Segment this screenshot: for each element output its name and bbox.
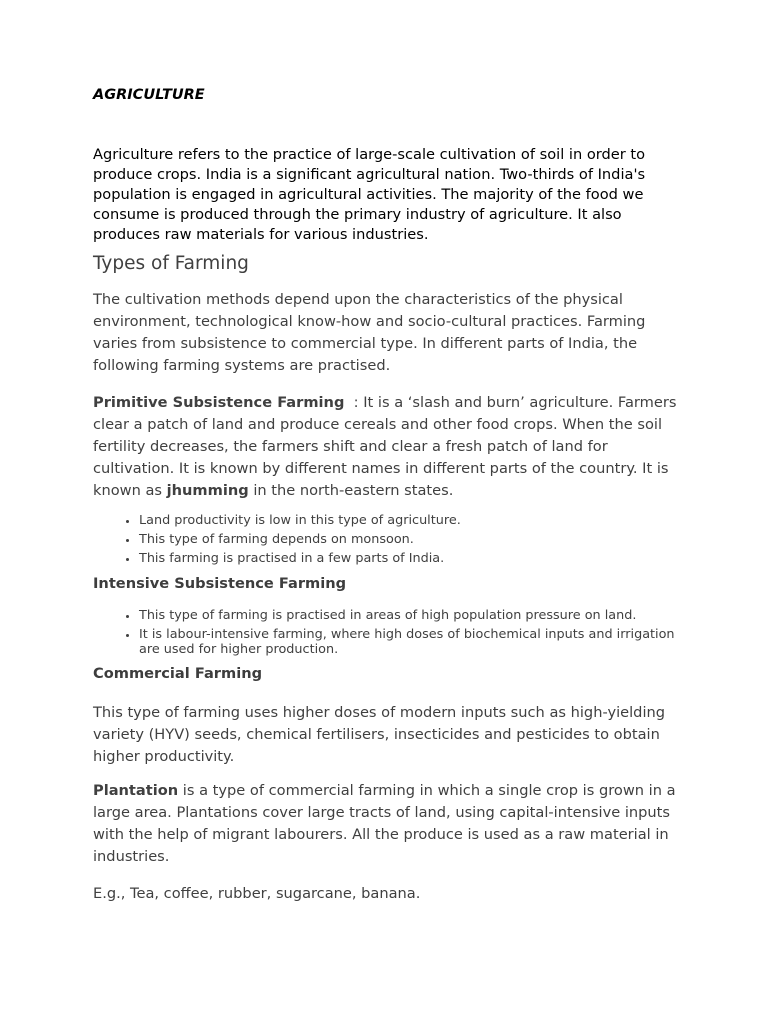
primitive-farming-list (93, 513, 699, 571)
examples-line: E.g., Tea, coffee, rubber, sugarcane, banana. (93, 885, 421, 902)
primitive-farming-paragraph (93, 392, 683, 502)
list-item: • This type of farming is practised in areas of high population pressure on land. (139, 608, 699, 623)
types-paragraph: The cultivation methods depend upon the characteristics of the physical environment, technological know-how and socio-cultural practices. Farming varies from subsistence to commercial type. In different parts of India, the following farming systems are practised. (93, 291, 646, 374)
list-item: • It is labour-intensive farming, where high doses of biochemical inputs and irrigation are used for higher production. (139, 627, 699, 657)
types-of-farming-heading: Types of Farming (93, 253, 249, 274)
list-item: • Land productivity is low in this type of agriculture. (139, 513, 699, 528)
commercial-farming-heading: Commercial Farming (93, 665, 263, 682)
list-item: • This farming is practised in a few parts of India. (139, 551, 699, 566)
primitive-farming-term: Primitive Subsistence Farming (93, 394, 345, 411)
intensive-farming-list (93, 608, 699, 661)
jhumming-term: jhumming (166, 482, 249, 499)
primitive-farming-text-end: in the north-eastern states. (248, 482, 454, 499)
plantation-paragraph (93, 780, 683, 868)
primitive-farming-text: : It is a ‘slash and burn’ agriculture. Farmers clear a patch of land and produce cereals and other food crops. When the soil fertility decreases, the farmers shift and clear a fresh patch of land for cultivation. It is known by different names in different parts of the country. It is known as (93, 394, 682, 499)
plantation-term: Plantation (93, 782, 179, 799)
list-item: • This type of farming depends on monsoon. (139, 532, 699, 547)
commercial-farming-paragraph: This type of farming uses higher doses of modern inputs such as high-yielding variety (HYV) seeds, chemical fertilisers, insecticides and pesticides to obtain higher productivity. (93, 704, 666, 765)
document-title: AGRICULTURE (93, 87, 205, 103)
intro-paragraph: Agriculture refers to the practice of large-scale cultivation of soil in order to produce crops. India is a significant agricultural nation. Two-thirds of India's population is engaged in agricultural activities. The majority of the food we consume is produced through the primary industry of agriculture. It also produces raw materials for various industries. (93, 146, 646, 243)
intensive-farming-heading: Intensive Subsistence Farming (93, 575, 347, 592)
plantation-text: is a type of commercial farming in which a single crop is grown in a large area. Plantations cover large tracts of land, using capital-intensive inputs with the help of migrant labourers. All the produce is used as a raw material in industries. (93, 782, 676, 865)
